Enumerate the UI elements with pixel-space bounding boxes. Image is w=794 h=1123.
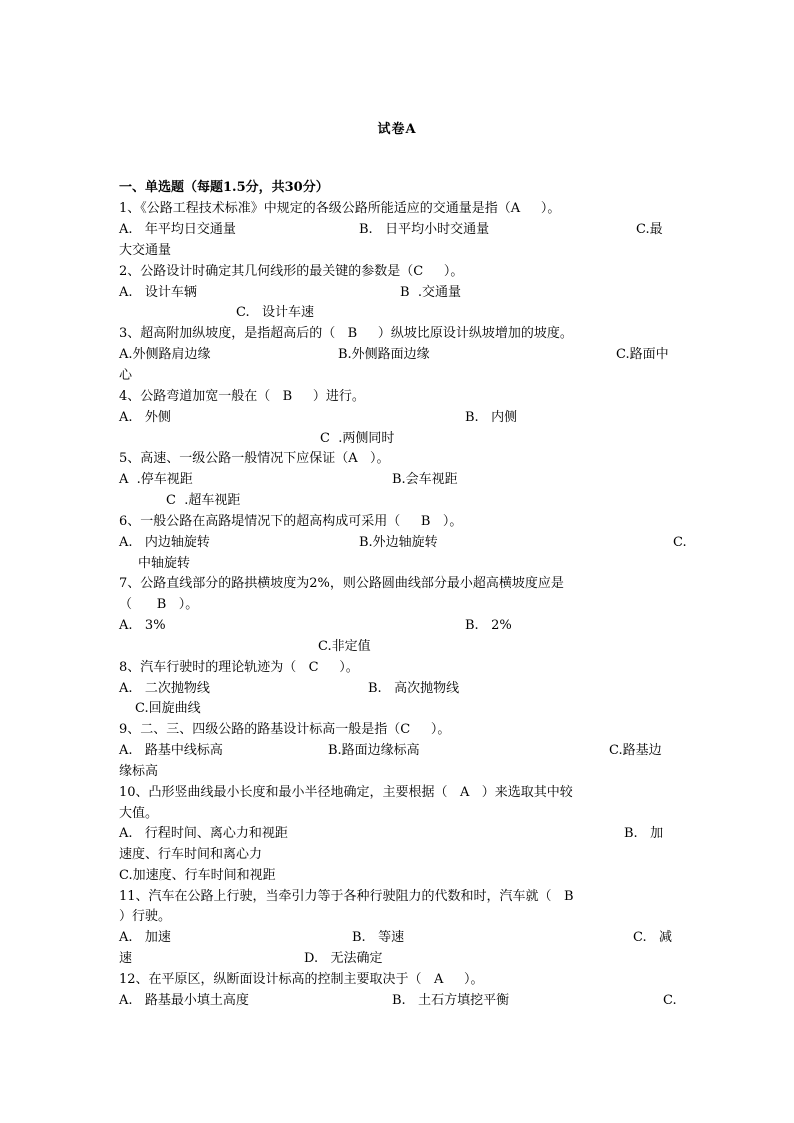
question-8-option-c: C.回旋曲线 (135, 701, 201, 716)
question-10-stem-cont: 大值。 (119, 806, 159, 821)
question-9-option-b: B.路面边缘标高 (328, 743, 420, 758)
question-11-option-b: B. 等速 (352, 930, 405, 945)
question-10-stem: 10、凸形竖曲线最小长度和最小半径地确定，主要根据（ A ）来选取其中较 (119, 785, 573, 800)
question-8-stem: 8、汽车行驶时的理论轨迹为（ C ）。 (119, 660, 359, 675)
question-3-stem: 3、超高附加纵坡度，是指超高后的（ B ）纵坡比原设计纵坡增加的坡度。 (119, 326, 573, 341)
question-1-option-c: C.最 (636, 222, 663, 237)
question-7-stem-cont: （ B ）。 (119, 597, 199, 612)
question-10-option-b-cont: 速度、行车时间和离心力 (119, 847, 263, 862)
question-11-stem-cont: ）行驶。 (119, 909, 172, 924)
section-heading: 一、单选题（每题1.5分，共30分） (119, 180, 329, 195)
question-4-option-c: C .两侧同时 (320, 431, 395, 446)
question-6-stem: 6、一般公路在高路堤情况下的超高构成可采用（ B ）。 (119, 514, 463, 529)
question-5-option-b: B.会车视距 (392, 472, 458, 487)
question-7-stem: 7、公路直线部分的路拱横坡度为2%，则公路圆曲线部分最小超高横坡度应是 (119, 576, 564, 591)
question-11-stem: 11、汽车在公路上行驶，当牵引力等于各种行驶阻力的代数和时，汽车就（ B (119, 889, 574, 904)
question-12-stem: 12、在平原区，纵断面设计标高的控制主要取决于（ A ）。 (119, 972, 484, 987)
question-2-option-b: B .交通量 (400, 285, 461, 300)
question-10-option-a: A. 行程时间、离心力和视距 (119, 826, 288, 841)
question-5-option-a: A .停车视距 (119, 472, 193, 487)
question-8-option-a: A. 二次抛物线 (119, 681, 210, 696)
question-2-option-c: C. 设计车速 (236, 305, 315, 320)
question-10-option-b: B. 加 (624, 826, 664, 841)
question-8-option-b: B. 高次抛物线 (368, 681, 460, 696)
question-2-stem: 2、公路设计时确定其几何线形的最关键的参数是（C ）。 (119, 264, 464, 279)
question-9-option-a: A. 路基中线标高 (119, 743, 223, 758)
question-7-option-c: C.非定值 (318, 639, 371, 654)
question-3-option-c-cont: 心 (119, 368, 133, 383)
question-12-option-b: B. 土石方填挖平衡 (392, 993, 510, 1008)
question-11-option-d: D. 无法确定 (304, 951, 383, 966)
question-11-option-c: C. 减 (633, 930, 673, 945)
question-6-option-a: A. 内边轴旋转 (119, 535, 210, 550)
question-1-option-b: B. 日平均小时交通量 (359, 222, 490, 237)
question-11-option-c-cont: 速 (119, 951, 133, 966)
exam-title: 试卷A (377, 122, 417, 137)
question-6-option-c: C. (673, 535, 687, 550)
question-3-option-c: C.路面中 (616, 347, 669, 362)
question-3-option-a: A.外侧路肩边缘 (119, 347, 211, 362)
question-4-option-b: B. 内侧 (465, 410, 518, 425)
question-1-option-c-cont: 大交通量 (119, 243, 172, 258)
question-5-stem: 5、高速、一级公路一般情况下应保证（A ）。 (119, 451, 390, 466)
question-4-option-a: A. 外侧 (119, 410, 171, 425)
question-6-option-c-cont: 中轴旋转 (138, 556, 191, 571)
question-2-option-a: A. 设计车辆 (119, 285, 197, 300)
question-9-option-c: C.路基边 (609, 743, 662, 758)
question-1-stem: 1、《公路工程技术标准》中规定的各级公路所能适应的交通量是指（A ）。 (119, 201, 561, 216)
question-1-option-a: A. 年平均日交通量 (119, 222, 236, 237)
question-7-option-a: A. 3% (119, 618, 166, 633)
question-9-option-c-cont: 缘标高 (119, 764, 159, 779)
question-4-stem: 4、公路弯道加宽一般在（ B ）进行。 (119, 389, 365, 404)
question-11-option-a: A. 加速 (119, 930, 171, 945)
question-10-option-c: C.加速度、行车时间和视距 (119, 868, 276, 883)
question-9-stem: 9、二、三、四级公路的路基设计标高一般是指（C ）。 (119, 722, 451, 737)
question-12-option-c: C. (663, 993, 677, 1008)
question-12-option-a: A. 路基最小填土高度 (119, 993, 249, 1008)
question-3-option-b: B.外侧路面边缘 (338, 347, 430, 362)
question-6-option-b: B.外边轴旋转 (359, 535, 438, 550)
question-7-option-b: B. 2% (465, 618, 512, 633)
question-5-option-c: C .超车视距 (166, 493, 241, 508)
